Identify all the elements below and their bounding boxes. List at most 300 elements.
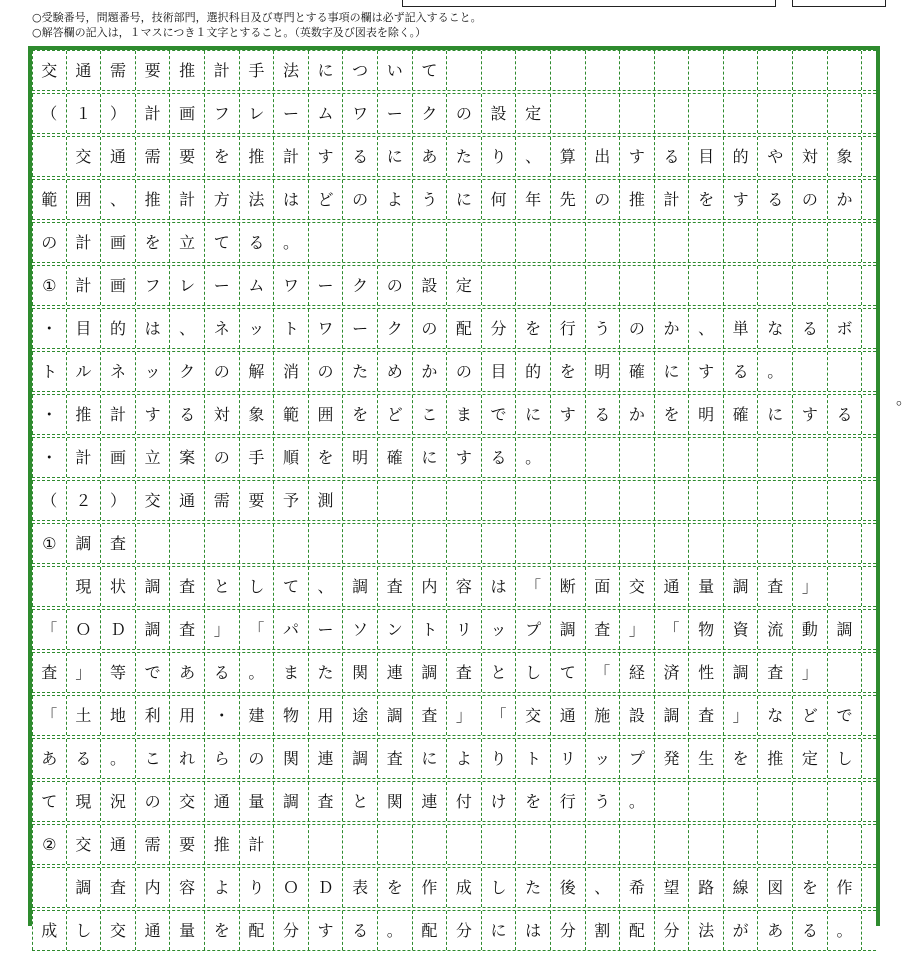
grid-cell: 何 [482,180,517,219]
grid-cell [413,223,448,262]
grid-cell: て [413,51,448,90]
grid-cell: つ [343,51,378,90]
grid-row [32,136,876,177]
grid-cell [413,825,448,864]
grid-cell: ト [32,352,67,391]
instruction-line-2: ○解答欄の記入は，１マスにつき１文字とすること。（英数字及び図表を除く。） [32,25,427,39]
grid-cell: が [724,911,759,950]
grid-cell [828,825,863,864]
grid-cell: ッ [240,309,275,348]
grid-cell: い [378,51,413,90]
grid-cell: 発 [655,739,690,778]
grid-cell: 推 [620,180,655,219]
grid-cell: 法 [274,51,309,90]
grid-cell: 通 [551,696,586,735]
grid-cell [586,266,621,305]
grid-cell: 面 [586,567,621,606]
grid-cell: 表 [343,868,378,907]
grid-cell [758,94,793,133]
grid-cell: 関 [274,739,309,778]
grid-cell [655,524,690,563]
grid-cell: 分 [551,911,586,950]
grid-cell: 」 [447,696,482,735]
grid-cell: り [482,739,517,778]
grid-cell [689,51,724,90]
grid-cell [758,481,793,520]
grid-cell: 物 [274,696,309,735]
grid-cell [689,438,724,477]
grid-cell: 計 [170,180,205,219]
grid-cell: 対 [793,137,828,176]
grid-cell [447,825,482,864]
grid-cell: 、 [516,137,551,176]
grid-cell [482,825,517,864]
grid-cell: Ｏ [67,610,102,649]
grid-cell [758,266,793,305]
grid-cell [516,51,551,90]
grid-cell [689,524,724,563]
grid-cell: と [343,782,378,821]
grid-cell [620,524,655,563]
grid-cell: 査 [413,696,448,735]
grid-cell [309,223,344,262]
grid-cell: を [136,223,171,262]
grid-cell [828,438,863,477]
grid-cell: は [136,309,171,348]
grid-cell: 。 [828,911,863,950]
grid-cell [655,94,690,133]
grid-cell: 断 [551,567,586,606]
grid-cell: 容 [447,567,482,606]
grid-cell: 画 [101,266,136,305]
grid-cell: 割 [586,911,621,950]
grid-cell: か [828,180,863,219]
grid-cell: 査 [758,653,793,692]
grid-cell: る [205,653,240,692]
grid-cell: し [240,567,275,606]
grid-cell: 、 [170,309,205,348]
grid-cell: ム [309,94,344,133]
grid-cell: 調 [274,782,309,821]
grid-row [32,222,876,263]
grid-cell: 動 [793,610,828,649]
grid-cell: 査 [586,610,621,649]
grid-cell [793,825,828,864]
grid-cell: 通 [136,911,171,950]
grid-cell: 推 [205,825,240,864]
grid-cell: 分 [274,911,309,950]
grid-cell: 配 [413,911,448,950]
grid-cell: 査 [101,524,136,563]
grid-cell [205,524,240,563]
grid-cell: を [724,739,759,778]
grid-row [32,695,876,736]
grid-cell: 推 [758,739,793,778]
grid-cell: 要 [170,825,205,864]
grid-cell: 調 [828,610,863,649]
grid-cell: 計 [274,137,309,176]
grid-cell: 査 [447,653,482,692]
grid-cell: 交 [170,782,205,821]
grid-cell: 査 [689,696,724,735]
grid-cell [758,825,793,864]
grid-cell [378,524,413,563]
grid-cell [551,94,586,133]
grid-cell: 図 [758,868,793,907]
grid-cell: 設 [413,266,448,305]
grid-cell: す [724,180,759,219]
grid-cell: る [758,180,793,219]
grid-cell: ・ [32,438,67,477]
grid-cell: 計 [205,51,240,90]
grid-cell [551,223,586,262]
grid-cell: あ [413,137,448,176]
grid-cell [758,51,793,90]
grid-cell [240,524,275,563]
grid-cell [551,51,586,90]
grid-cell: 交 [101,911,136,950]
grid-cell: ッ [482,610,517,649]
grid-cell [724,438,759,477]
grid-cell [551,524,586,563]
grid-cell: る [793,309,828,348]
grid-cell: ま [274,653,309,692]
grid-cell: ② [32,825,67,864]
grid-cell: 」 [724,696,759,735]
grid-cell: ワ [309,309,344,348]
grid-cell: 需 [136,825,171,864]
grid-cell: 設 [620,696,655,735]
grid-cell: 交 [516,696,551,735]
grid-cell [793,51,828,90]
grid-cell [343,481,378,520]
grid-cell: の [205,438,240,477]
grid-cell [309,825,344,864]
grid-cell: 用 [309,696,344,735]
grid-cell [586,223,621,262]
grid-cell: 範 [32,180,67,219]
grid-cell: に [413,438,448,477]
grid-cell: 調 [724,567,759,606]
grid-cell [828,94,863,133]
grid-cell: 施 [586,696,621,735]
grid-cell: ） [101,481,136,520]
grid-cell: 。 [758,352,793,391]
grid-cell: す [689,352,724,391]
grid-cell: か [413,352,448,391]
instruction-line-1: ○受験番号，問題番号，技術部門，選択科目及び専門とする事項の欄は必ず記入すること。 [32,11,482,24]
grid-cell: 測 [309,481,344,520]
grid-row [32,351,876,392]
grid-cell: ① [32,266,67,305]
grid-cell: あ [758,911,793,950]
grid-cell: の [343,180,378,219]
grid-cell [724,782,759,821]
grid-cell: 現 [67,567,102,606]
grid-cell [586,94,621,133]
grid-cell: 物 [689,610,724,649]
grid-cell: う [586,309,621,348]
header-field-box-1 [402,0,776,7]
grid-cell: ワ [343,94,378,133]
grid-cell: た [447,137,482,176]
grid-cell: １ [67,94,102,133]
grid-cell: 要 [240,481,275,520]
grid-cell: た [343,352,378,391]
grid-cell: 需 [136,137,171,176]
grid-cell: 確 [620,352,655,391]
grid-row [32,652,876,693]
grid-cell [309,524,344,563]
grid-cell [655,782,690,821]
grid-cell [724,51,759,90]
grid-cell: る [586,395,621,434]
grid-cell: ら [205,739,240,778]
grid-cell [586,524,621,563]
grid-cell: す [551,395,586,434]
grid-cell [620,223,655,262]
grid-cell: 「 [32,696,67,735]
grid-cell: 」 [793,567,828,606]
grid-row [32,566,876,607]
grid-cell: を [343,395,378,434]
grid-cell: レ [240,94,275,133]
grid-cell: ） [101,94,136,133]
grid-cell: 「 [240,610,275,649]
grid-cell: 途 [343,696,378,735]
grid-cell [828,223,863,262]
grid-cell [620,825,655,864]
grid-cell [551,266,586,305]
grid-cell [793,782,828,821]
header-field-box-2 [792,0,886,7]
grid-cell: 、 [309,567,344,606]
grid-cell: ま [447,395,482,434]
grid-cell: る [170,395,205,434]
grid-cell: 分 [655,911,690,950]
grid-cell: 「 [32,610,67,649]
grid-cell: 調 [67,524,102,563]
grid-cell: フ [205,94,240,133]
grid-cell [793,352,828,391]
grid-cell: に [378,137,413,176]
grid-cell: 分 [447,911,482,950]
grid-cell [516,481,551,520]
grid-cell: 作 [413,868,448,907]
grid-cell: 行 [551,309,586,348]
grid-cell: 「 [482,696,517,735]
grid-cell: 容 [170,868,205,907]
grid-cell [447,223,482,262]
grid-cell: 計 [67,438,102,477]
grid-cell: 調 [136,567,171,606]
grid-cell: 量 [689,567,724,606]
grid-cell: 査 [758,567,793,606]
grid-cell: 希 [620,868,655,907]
grid-cell: プ [620,739,655,778]
grid-cell: し [516,653,551,692]
grid-cell: 立 [170,223,205,262]
grid-cell [482,51,517,90]
grid-cell: ク [378,309,413,348]
grid-cell [828,481,863,520]
grid-cell: て [274,567,309,606]
instructions [32,11,482,40]
grid-cell: あ [170,653,205,692]
grid-cell: 況 [101,782,136,821]
grid-cell [758,524,793,563]
grid-cell: か [620,395,655,434]
grid-cell: 、 [689,309,724,348]
grid-cell: ネ [101,352,136,391]
grid-cell: う [413,180,448,219]
grid-cell: を [378,868,413,907]
grid-cell: 」 [793,653,828,692]
grid-cell: （ [32,481,67,520]
grid-cell: 配 [240,911,275,950]
grid-cell: ク [413,94,448,133]
grid-cell [447,481,482,520]
grid-cell [758,782,793,821]
grid-cell [136,524,171,563]
grid-cell: し [828,739,863,778]
grid-cell: 明 [343,438,378,477]
grid-cell: を [793,868,828,907]
grid-cell: れ [170,739,205,778]
grid-cell: よ [447,739,482,778]
grid-cell: 消 [274,352,309,391]
grid-cell: 地 [101,696,136,735]
grid-cell: 内 [136,868,171,907]
grid-cell: 要 [136,51,171,90]
grid-cell: 」 [205,610,240,649]
grid-cell: 査 [170,567,205,606]
grid-row [32,394,876,435]
grid-row [32,609,876,650]
grid-cell: 推 [170,51,205,90]
grid-cell: を [689,180,724,219]
grid-cell: 推 [240,137,275,176]
grid-cell: を [205,911,240,950]
grid-cell [413,481,448,520]
grid-cell: 推 [136,180,171,219]
grid-cell [655,266,690,305]
grid-cell: 的 [516,352,551,391]
grid-cell: 単 [724,309,759,348]
grid-cell: は [274,180,309,219]
grid-cell: 配 [447,309,482,348]
grid-cell: 調 [343,739,378,778]
grid-cell: 等 [101,653,136,692]
grid-cell: 解 [240,352,275,391]
grid-cell: 定 [516,94,551,133]
grid-cell: ト [516,739,551,778]
grid-cell: 算 [551,137,586,176]
grid-cell [343,223,378,262]
grid-cell [274,825,309,864]
grid-cell: 済 [655,653,690,692]
grid-cell [724,223,759,262]
grid-cell: 画 [101,438,136,477]
grid-cell [828,352,863,391]
grid-cell: す [136,395,171,434]
grid-cell: 出 [586,137,621,176]
grid-cell: ワ [274,266,309,305]
grid-cell: 資 [724,610,759,649]
grid-cell: 調 [551,610,586,649]
grid-cell [828,782,863,821]
grid-cell: 定 [793,739,828,778]
grid-cell: 状 [101,567,136,606]
grid-cell: 交 [620,567,655,606]
grid-cell: 的 [724,137,759,176]
grid-cell: 要 [170,137,205,176]
grid-cell: を [551,352,586,391]
grid-cell: の [378,266,413,305]
grid-cell: 作 [828,868,863,907]
grid-cell: 線 [724,868,759,907]
grid-row [32,824,876,865]
grid-cell: 需 [205,481,240,520]
grid-cell: ー [205,266,240,305]
grid-cell: 関 [378,782,413,821]
grid-cell [793,223,828,262]
grid-cell: 交 [67,825,102,864]
grid-cell: は [482,567,517,606]
grid-cell [689,825,724,864]
grid-cell: 通 [101,825,136,864]
grid-cell: ・ [32,395,67,434]
grid-cell: の [32,223,67,262]
grid-cell [343,825,378,864]
grid-cell: 「 [655,610,690,649]
grid-cell: ト [274,309,309,348]
grid-cell [828,266,863,305]
grid-cell: る [482,438,517,477]
grid-cell: 」 [67,653,102,692]
grid-cell: る [724,352,759,391]
grid-row [32,867,876,908]
grid-cell: 画 [170,94,205,133]
grid-cell: る [343,911,378,950]
grid-cell [828,567,863,606]
grid-cell: ネ [205,309,240,348]
grid-cell: 量 [170,911,205,950]
grid-cell: 連 [378,653,413,692]
grid-cell: ー [309,266,344,305]
grid-cell: 成 [447,868,482,907]
grid-cell [724,825,759,864]
grid-cell: 後 [551,868,586,907]
grid-cell [793,481,828,520]
grid-cell: を [516,782,551,821]
grid-cell: す [447,438,482,477]
grid-cell: 調 [655,696,690,735]
grid-cell: ク [170,352,205,391]
grid-cell: し [482,868,517,907]
grid-cell: 。 [378,911,413,950]
grid-cell: す [309,911,344,950]
grid-cell: 。 [240,653,275,692]
grid-cell: す [793,395,828,434]
grid-cell: ど [309,180,344,219]
grid-cell: 計 [67,266,102,305]
grid-cell: こ [136,739,171,778]
grid-cell: 囲 [67,180,102,219]
grid-row [32,93,876,134]
grid-cell: る [343,137,378,176]
grid-cell: 需 [101,51,136,90]
